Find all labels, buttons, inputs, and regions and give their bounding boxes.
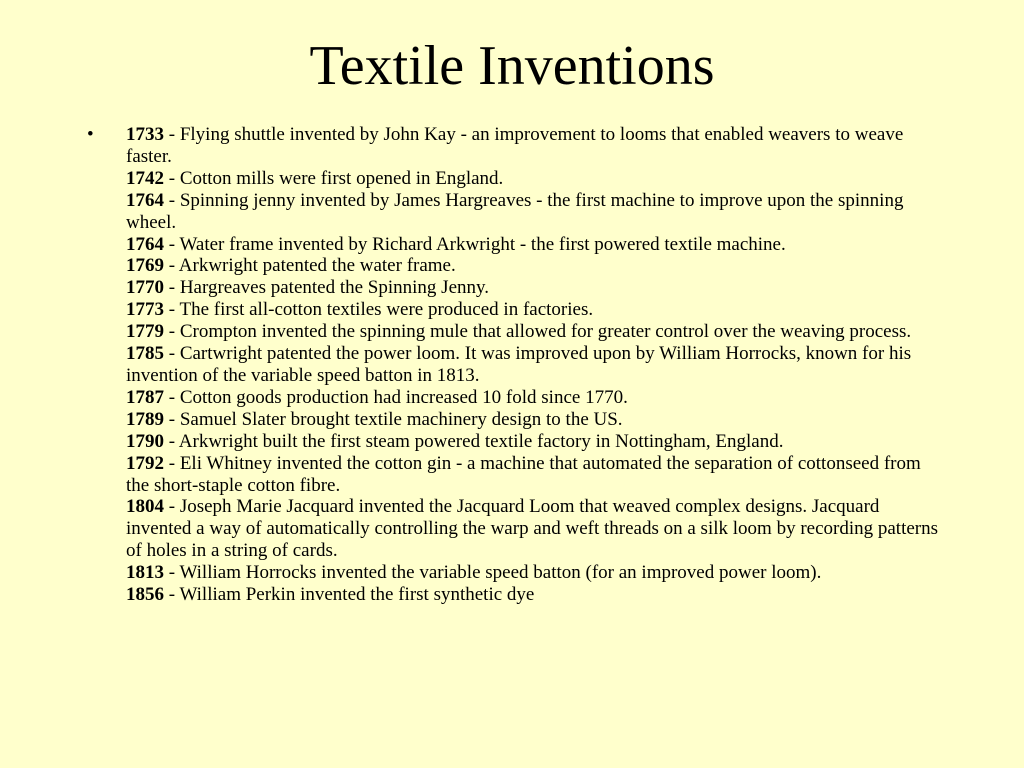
entry-text: - Spinning jenny invented by James Hargreaves - the first machine to improve upon the spinning wheel. bbox=[126, 189, 904, 233]
entry-year: 1779 bbox=[126, 321, 164, 343]
timeline-entry bbox=[126, 234, 941, 256]
timeline-entry bbox=[126, 168, 941, 190]
entry-text: - Arkwright built the first steam powered textile factory in Nottingham, England. bbox=[164, 430, 784, 452]
timeline-entry bbox=[126, 299, 941, 321]
timeline-entry bbox=[126, 431, 941, 453]
entry-text: - William Horrocks invented the variable speed batton (for an improved power loom). bbox=[164, 562, 822, 584]
timeline-entry bbox=[126, 496, 941, 562]
entry-year: 1773 bbox=[126, 299, 164, 321]
timeline-entry bbox=[126, 343, 941, 387]
timeline-entry bbox=[126, 409, 941, 431]
entry-year: 1742 bbox=[126, 167, 164, 189]
entry-year: 1790 bbox=[126, 430, 164, 452]
entry-year: 1804 bbox=[126, 496, 164, 518]
entry-year: 1787 bbox=[126, 386, 164, 408]
timeline-entry bbox=[126, 255, 941, 277]
entry-text: - The first all-cotton textiles were produced in factories. bbox=[164, 299, 594, 321]
entry-text: - Arkwright patented the water frame. bbox=[164, 255, 456, 277]
entry-year: 1789 bbox=[126, 408, 164, 430]
entry-text: - Eli Whitney invented the cotton gin - a machine that automated the separation of cottonseed from the short-staple cotton fibre. bbox=[126, 452, 921, 496]
timeline-entry bbox=[126, 190, 941, 234]
timeline-list bbox=[126, 124, 941, 606]
entry-year: 1770 bbox=[126, 277, 164, 299]
entry-year: 1764 bbox=[126, 189, 164, 211]
entry-text: - Hargreaves patented the Spinning Jenny. bbox=[164, 277, 490, 299]
entry-year: 1813 bbox=[126, 562, 164, 584]
timeline-entry bbox=[126, 387, 941, 409]
slide-title: Textile Inventions bbox=[309, 35, 715, 97]
timeline-entry bbox=[126, 562, 941, 584]
entry-year: 1769 bbox=[126, 255, 164, 277]
timeline-entry bbox=[126, 321, 941, 343]
entry-text: - William Perkin invented the first synthetic dye bbox=[164, 584, 535, 606]
entry-text: - Flying shuttle invented by John Kay - an improvement to looms that enabled weavers to weave faster. bbox=[126, 124, 904, 167]
entry-text: - Water frame invented by Richard Arkwright - the first powered textile machine. bbox=[164, 233, 786, 255]
entry-year: 1764 bbox=[126, 233, 164, 255]
entry-year: 1856 bbox=[126, 584, 164, 606]
entry-text: - Joseph Marie Jacquard invented the Jacquard Loom that weaved complex designs. Jacquard invented a way of automatically controlling the warp and weft threads on a silk loom by recording patterns of holes in a string of cards. bbox=[126, 496, 939, 562]
entry-text: - Samuel Slater brought textile machinery design to the US. bbox=[164, 408, 623, 430]
entry-year: 1792 bbox=[126, 452, 164, 474]
entry-text: - Cotton mills were first opened in England. bbox=[164, 167, 504, 189]
entry-year: 1733 bbox=[126, 124, 164, 145]
entry-text: - Cotton goods production had increased 10 fold since 1770. bbox=[164, 386, 628, 408]
timeline-entry bbox=[126, 277, 941, 299]
entry-text: - Cartwright patented the power loom. It was improved upon by William Horrocks, known for his invention of the variable speed batton in 1813. bbox=[126, 343, 912, 386]
timeline-entry bbox=[126, 453, 941, 497]
entry-text: - Crompton invented the spinning mule that allowed for greater control over the weaving process. bbox=[164, 321, 912, 343]
bullet-marker: • bbox=[87, 124, 94, 145]
timeline-entry bbox=[126, 584, 941, 606]
timeline-entry bbox=[126, 124, 941, 168]
entry-year: 1785 bbox=[126, 343, 164, 365]
